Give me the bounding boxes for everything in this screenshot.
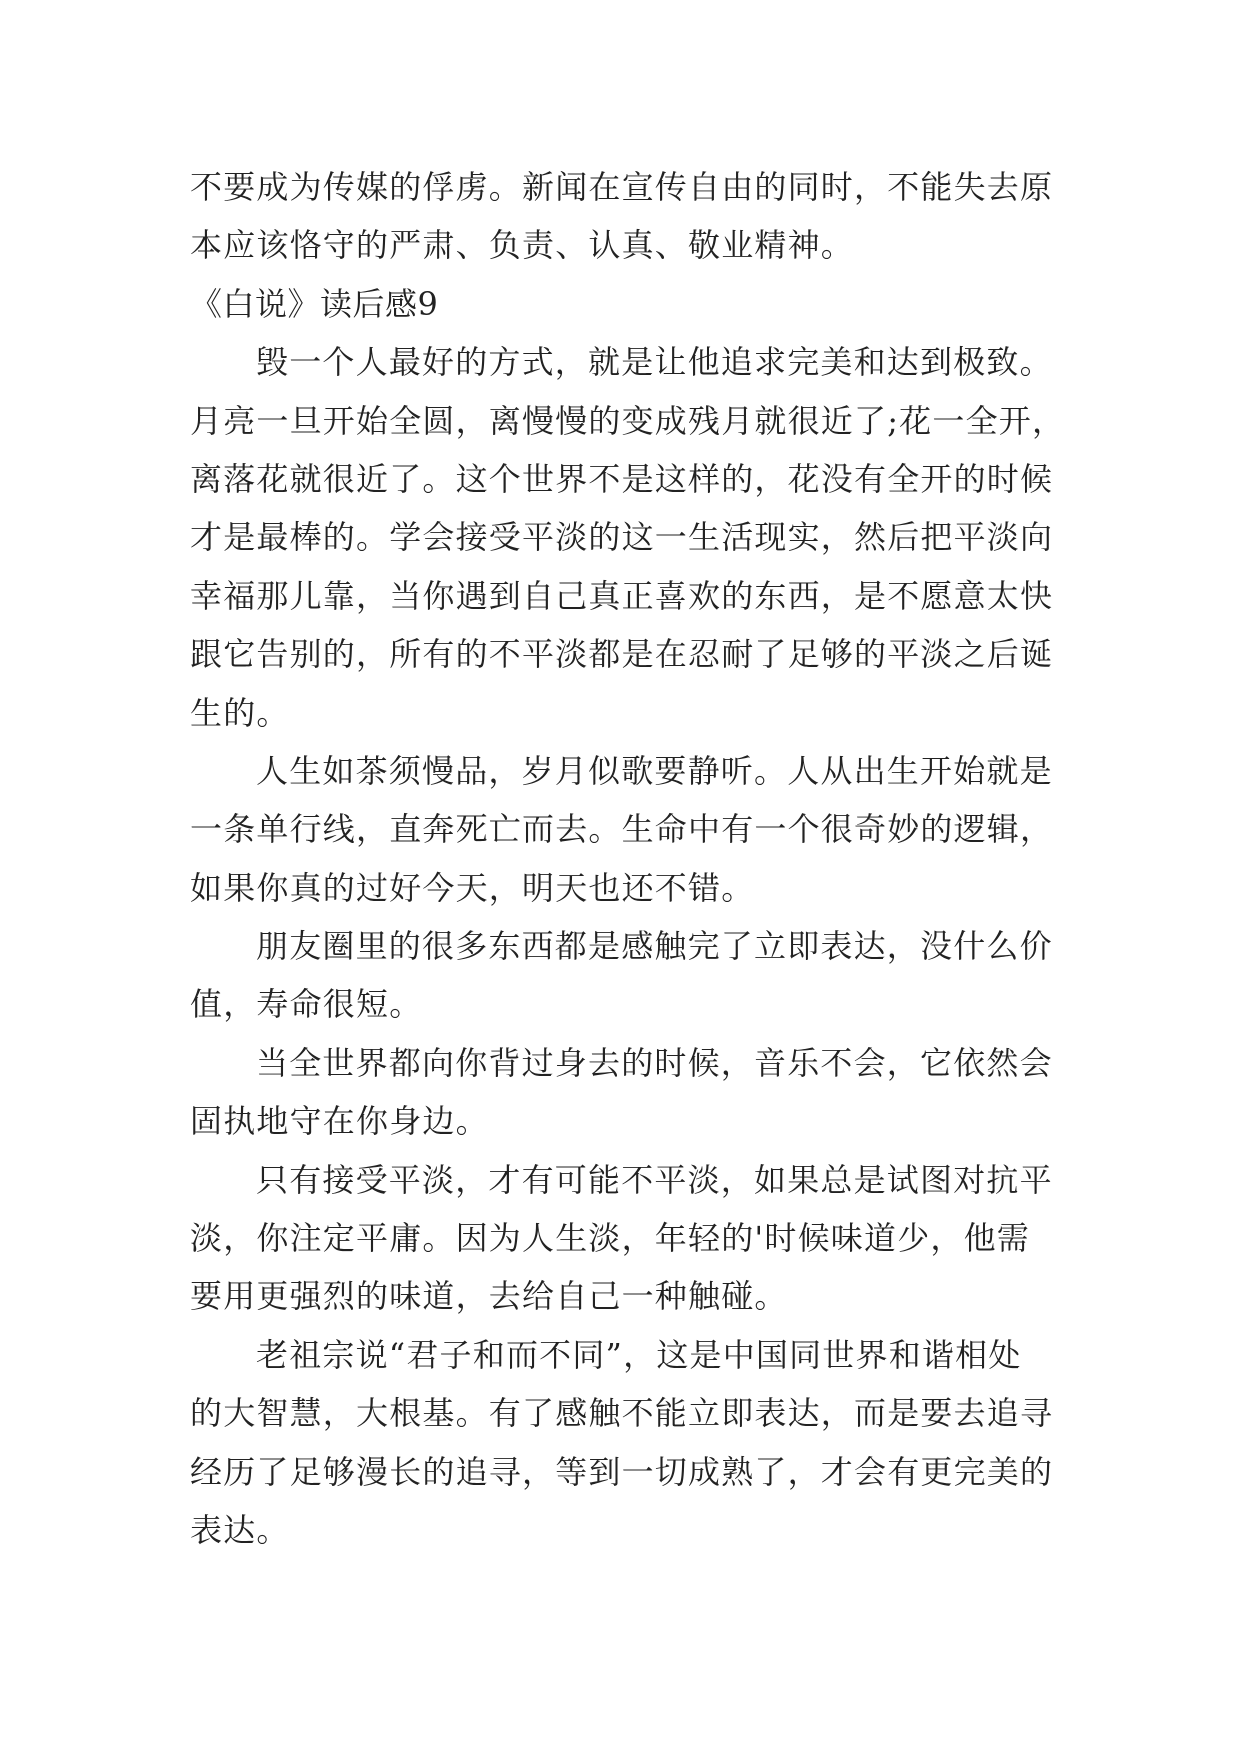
text-line: 要用更强烈的味道，去给自己一种触碰。 [190, 1277, 788, 1316]
text-line: 才是最棒的。学会接受平淡的这一生活现实，然后把平淡向 [190, 518, 1054, 557]
paragraph-first-line: 只有接受平淡，才有可能不平淡，如果总是试图对抗平 [256, 1160, 1053, 1199]
text-line: 的大智慧，大根基。有了感触不能立即表达，而是要去追寻 [190, 1394, 1054, 1433]
paragraph-first-line: 人生如茶须慢品，岁月似歌要静听。人从出生开始就是 [256, 751, 1053, 790]
text-line: 幸福那儿靠，当你遇到自己真正喜欢的东西，是不愿意太快 [190, 576, 1054, 615]
document-body [190, 158, 1070, 1559]
section-heading: 《白说》读后感9 [190, 284, 439, 323]
paragraph-first-line: 朋友圈里的很多东西都是感触完了立即表达，没什么价 [256, 927, 1053, 966]
text-line: 离落花就很近了。这个世界不是这样的，花没有全开的时候 [190, 459, 1054, 498]
text-line: 如果你真的过好今天，明天也还不错。 [190, 868, 755, 907]
text-line: 淡，你注定平庸。因为人生淡，年轻的'时候味道少，他需 [190, 1219, 1030, 1258]
paragraph-first-line: 当全世界都向你背过身去的时候，音乐不会，它依然会 [256, 1043, 1053, 1082]
paragraph-first-line: 老祖宗说“君子和而不同”，这是中国同世界和谐相处 [256, 1335, 1022, 1374]
text-line: 不要成为传媒的俘虏。新闻在宣传自由的同时，不能失去原 [190, 168, 1054, 206]
text-line: 生的。 [190, 693, 290, 732]
text-line: 一条单行线，直奔死亡而去。生命中有一个很奇妙的逻辑， [190, 810, 1054, 849]
text-line: 月亮一旦开始全圆，离慢慢的变成残月就很近了;花一全开， [190, 401, 1066, 440]
text-line: 值，寿命很短。 [190, 985, 423, 1024]
paragraph-first-line: 毁一个人最好的方式，就是让他追求完美和达到极致。 [256, 343, 1053, 382]
text-line: 本应该恪守的严肃、负责、认真、敬业精神。 [190, 226, 855, 265]
text-line: 跟它告别的，所有的不平淡都是在忍耐了足够的平淡之后诞 [190, 635, 1054, 674]
text-line: 经历了足够漫长的追寻，等到一切成熟了，才会有更完美的 [190, 1452, 1054, 1491]
text-line: 表达。 [190, 1510, 290, 1549]
text-line: 固执地守在你身边。 [190, 1102, 489, 1141]
